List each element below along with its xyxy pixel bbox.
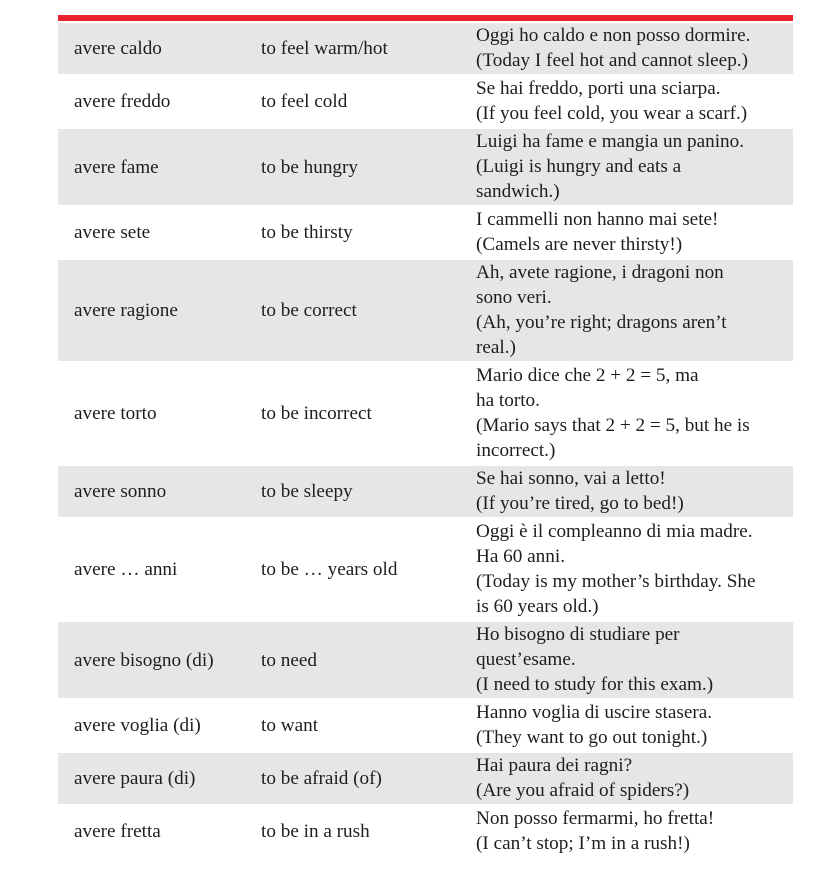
example-cell <box>474 23 793 74</box>
table-row <box>58 700 793 753</box>
table-row <box>58 466 793 519</box>
meaning-cell: to be hungry <box>261 156 358 178</box>
example-line: (Camels are never thirsty!) <box>476 234 683 255</box>
expression-cell: avere fretta <box>74 821 161 842</box>
table-row <box>58 806 793 859</box>
meaning-cell: to be in a rush <box>261 821 370 842</box>
avere-expressions-table <box>58 15 793 859</box>
meaning-cell: to be sleepy <box>261 481 353 502</box>
meaning-cell: to be thirsty <box>261 222 353 243</box>
example-cell <box>474 129 793 205</box>
meaning-cell: to be … years old <box>261 559 398 580</box>
example-line: ha torto. <box>476 390 540 411</box>
expression-cell: avere caldo <box>74 38 162 59</box>
expression-cell: avere sonno <box>74 481 167 502</box>
example-line: incorrect.) <box>476 440 556 461</box>
example-line: quest’esame. <box>476 649 576 670</box>
expression-cell: avere voglia (di) <box>74 715 201 736</box>
example-line: sandwich.) <box>476 181 560 202</box>
example-line: Ho bisogno di studiare per <box>476 624 680 645</box>
example-line: real.) <box>476 337 516 358</box>
example-line: (Are you afraid of spiders?) <box>476 780 690 801</box>
table-row <box>58 260 793 363</box>
example-line: Mario dice che 2 + 2 = 5, ma <box>476 365 699 386</box>
meaning-cell: to want <box>261 715 319 736</box>
expression-cell: avere sete <box>74 222 151 243</box>
expression-cell: avere ragione <box>74 300 178 321</box>
meaning-cell: to be correct <box>261 300 357 321</box>
table-row <box>58 363 793 466</box>
example-line: (They want to go out tonight.) <box>476 727 708 748</box>
example-cell <box>474 207 793 258</box>
example-cell <box>474 519 793 620</box>
example-cell <box>474 260 793 361</box>
expression-cell: avere fame <box>74 156 159 178</box>
meaning-cell: to feel cold <box>261 91 348 112</box>
meaning-cell: to be incorrect <box>261 403 372 424</box>
meaning-cell: to need <box>261 649 317 671</box>
example-line: Non posso fermarmi, ho fretta! <box>476 808 715 829</box>
example-line: (If you’re tired, go to bed!) <box>476 493 684 514</box>
example-cell <box>474 622 793 698</box>
table-row <box>58 519 793 622</box>
meaning-cell: to be afraid (of) <box>261 768 382 789</box>
example-cell <box>474 76 793 127</box>
example-cell <box>474 466 793 517</box>
table-row <box>58 753 793 806</box>
example-line: I cammelli non hanno mai sete! <box>476 209 719 230</box>
table-row <box>58 23 793 76</box>
table-row <box>58 129 793 207</box>
example-cell <box>474 363 793 464</box>
table-row <box>58 622 793 700</box>
example-cell <box>474 700 793 751</box>
example-line: (Today I feel hot and cannot sleep.) <box>476 50 748 71</box>
expression-cell: avere … anni <box>74 559 178 580</box>
example-line: Se hai sonno, vai a letto! <box>476 468 666 489</box>
example-line: Hanno voglia di uscire stasera. <box>476 702 713 723</box>
example-line: Luigi ha fame e mangia un panino. <box>476 131 745 152</box>
example-cell <box>474 753 793 804</box>
example-line: Ha 60 anni. <box>476 546 565 567</box>
example-cell <box>474 806 793 857</box>
example-line: (Luigi is hungry and eats a <box>476 156 682 177</box>
example-line: Hai paura dei ragni? <box>476 755 633 776</box>
expression-cell: avere torto <box>74 403 157 424</box>
example-line: (Ah, you’re right; dragons aren’t <box>476 312 727 333</box>
example-line: (I can’t stop; I’m in a rush!) <box>476 833 690 854</box>
expression-cell: avere paura (di) <box>74 768 196 789</box>
example-line: Oggi è il compleanno di mia madre. <box>476 521 753 542</box>
expression-cell: avere bisogno (di) <box>74 649 214 671</box>
meaning-cell: to feel warm/hot <box>261 38 388 59</box>
table-body <box>58 23 793 859</box>
example-line: sono veri. <box>476 287 552 308</box>
table-top-rule <box>58 15 793 21</box>
expression-cell: avere freddo <box>74 91 171 112</box>
example-line: (If you feel cold, you wear a scarf.) <box>476 103 748 124</box>
example-line: Ah, avete ragione, i dragoni non <box>476 262 724 283</box>
table-row <box>58 76 793 129</box>
example-line: Se hai freddo, porti una sciarpa. <box>476 78 721 99</box>
example-line: is 60 years old.) <box>476 596 599 617</box>
example-line: Oggi ho caldo e non posso dormire. <box>476 25 751 46</box>
example-line: (Mario says that 2 + 2 = 5, but he is <box>476 415 750 436</box>
table-row <box>58 207 793 260</box>
example-line: (I need to study for this exam.) <box>476 674 714 695</box>
example-line: (Today is my mother’s birthday. She <box>476 571 756 592</box>
